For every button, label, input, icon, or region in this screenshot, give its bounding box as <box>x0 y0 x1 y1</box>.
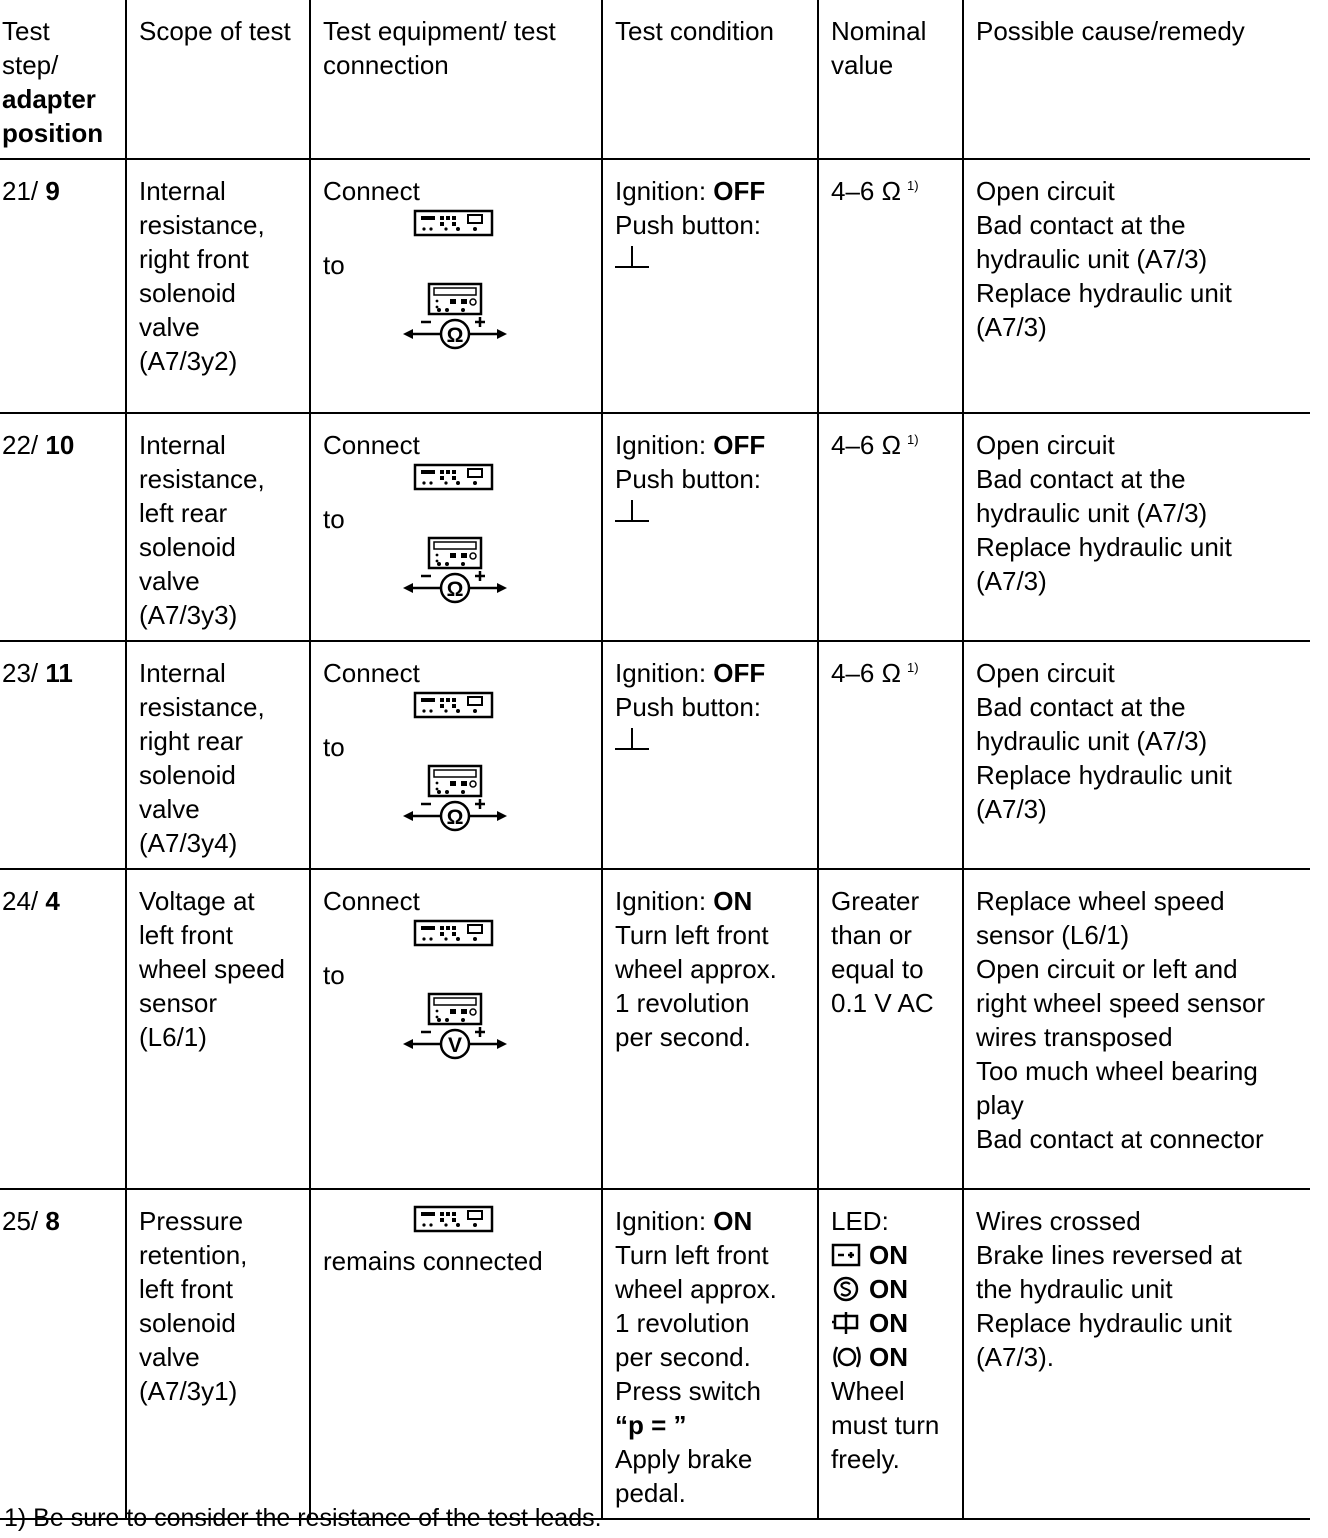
adapter-position: 9 <box>45 176 60 206</box>
ignition-label: Ignition: <box>615 658 714 688</box>
cause-cell <box>963 869 1310 1189</box>
meter-symbol: Ω <box>446 806 464 829</box>
scope-line: retention, <box>139 1240 248 1270</box>
ohmmeter-icon <box>403 536 507 604</box>
led-label: LED: <box>831 1206 889 1236</box>
ignition-line <box>615 656 807 690</box>
scope-cell <box>126 1189 310 1519</box>
test-step: 21/ <box>2 176 39 206</box>
condition-line: 1 revolution <box>615 988 750 1018</box>
abs-tester-icon <box>413 1204 495 1234</box>
scope-line: solenoid <box>139 532 236 562</box>
connect-label: Connect <box>323 176 420 206</box>
condition-cell <box>602 869 818 1189</box>
test-row <box>0 159 1310 413</box>
ignition-label: Ignition: <box>615 1206 714 1236</box>
ignition-state: OFF <box>713 176 766 206</box>
scope-cell <box>126 869 310 1189</box>
header-adapter-line: adapter <box>2 84 96 114</box>
condition-cell <box>602 641 818 869</box>
meter-icon-row <box>403 282 591 354</box>
condition-line: wheel approx. <box>615 1274 777 1304</box>
test-step: 23/ <box>2 658 39 688</box>
cause-line: (A7/3) <box>976 312 1047 342</box>
abs-tester-icon <box>413 208 495 238</box>
adapter-position: 8 <box>45 1206 60 1236</box>
push-button-label: Push button: <box>615 692 761 722</box>
cause-line: Bad contact at the <box>976 464 1186 494</box>
led-state: ON <box>869 1308 908 1338</box>
to-label: to <box>323 732 345 762</box>
scope-line: resistance, <box>139 464 265 494</box>
nominal-cell <box>818 869 963 1189</box>
test-row <box>0 869 1310 1189</box>
condition-line: Turn left front <box>615 1240 769 1270</box>
condition-line: 1 revolution <box>615 1308 750 1338</box>
led-indicator <box>831 1340 952 1374</box>
switch-label: “p = ” <box>615 1410 687 1440</box>
nominal-line: Greater <box>831 886 920 916</box>
scope-line: Internal <box>139 176 226 206</box>
meter-symbol: Ω <box>446 578 464 601</box>
adapter-position: 11 <box>45 658 73 688</box>
to-label: to <box>323 250 345 280</box>
cause-line: Bad contact at the <box>976 692 1186 722</box>
scope-cell <box>126 641 310 869</box>
ohmmeter-icon <box>403 764 507 832</box>
test-step-cell <box>0 641 126 869</box>
scope-line: wheel speed <box>139 954 285 984</box>
ohmmeter-icon <box>403 282 507 350</box>
scope-line: solenoid <box>139 278 236 308</box>
remains-connected-label: remains connected <box>323 1246 543 1276</box>
led-state: ON <box>869 1342 908 1372</box>
condition-cell <box>602 1189 818 1519</box>
cause-line: sensor (L6/1) <box>976 920 1130 950</box>
equipment-cell <box>310 869 602 1189</box>
condition-cell <box>602 159 818 413</box>
cause-cell <box>963 1189 1310 1519</box>
test-step: 25/ <box>2 1206 39 1236</box>
scope-line: Internal <box>139 658 226 688</box>
nominal-cell <box>818 1189 963 1519</box>
condition-line: per second. <box>615 1342 751 1372</box>
header-cause: Possible cause/remedy <box>963 0 1310 159</box>
condition-line: Press switch <box>615 1376 761 1406</box>
cause-line: Replace wheel speed <box>976 886 1225 916</box>
ignition-state: ON <box>713 886 753 916</box>
footnote-ref: 1) <box>907 432 919 448</box>
nominal-line: must turn <box>831 1410 940 1440</box>
tester-icon-row <box>413 208 591 248</box>
abs-tester-icon <box>413 690 495 720</box>
condition-line: Apply brake <box>615 1444 753 1474</box>
test-step-cell <box>0 869 126 1189</box>
header-equipment: Test equipment/ test connection <box>310 0 602 159</box>
ignition-line <box>615 884 807 918</box>
tester-icon-row <box>413 918 591 958</box>
nominal-line: Wheel <box>831 1376 905 1406</box>
cause-cell <box>963 641 1310 869</box>
nominal-cell <box>818 641 963 869</box>
nominal-value-text: 4–6 Ω <box>831 658 902 688</box>
circled-s-icon <box>831 1276 863 1302</box>
led-indicator <box>831 1238 952 1272</box>
cause-line: Bad contact at the <box>976 210 1186 240</box>
voltmeter-icon <box>403 992 507 1060</box>
scope-line: valve <box>139 794 200 824</box>
cause-line: the hydraulic unit <box>976 1274 1173 1304</box>
nominal-line: freely. <box>831 1444 900 1474</box>
nominal-line: equal to <box>831 954 924 984</box>
cause-line: Too much wheel bearing <box>976 1056 1258 1086</box>
header-test-step-line: step/ <box>2 50 59 80</box>
equipment-cell <box>310 641 602 869</box>
scope-line: solenoid <box>139 760 236 790</box>
ignition-line <box>615 428 807 462</box>
cause-line: hydraulic unit (A7/3) <box>976 498 1208 528</box>
nominal-cell <box>818 159 963 413</box>
cause-cell <box>963 413 1310 641</box>
ignition-state: OFF <box>713 658 766 688</box>
footnote-ref: 1) <box>907 178 919 194</box>
nominal-value <box>831 428 952 462</box>
led-state: ON <box>869 1274 908 1304</box>
cause-line: wires transposed <box>976 1022 1173 1052</box>
cause-line: play <box>976 1090 1024 1120</box>
led-indicator <box>831 1306 952 1340</box>
scope-cell <box>126 159 310 413</box>
scope-line: left front <box>139 920 233 950</box>
connect-label: Connect <box>323 886 420 916</box>
scope-line: left rear <box>139 498 228 528</box>
abs-tester-icon <box>413 462 495 492</box>
ignition-line <box>615 174 807 208</box>
cause-line: Open circuit or left and <box>976 954 1238 984</box>
scope-line: right front <box>139 244 249 274</box>
scope-line: valve <box>139 1342 200 1372</box>
push-button-label: Push button: <box>615 210 761 240</box>
nominal-value-text: 4–6 Ω <box>831 176 902 206</box>
header-scope: Scope of test <box>126 0 310 159</box>
cause-line: Bad contact at connector <box>976 1124 1264 1154</box>
ignition-label: Ignition: <box>615 176 714 206</box>
nominal-line: than or <box>831 920 912 950</box>
scope-line: valve <box>139 566 200 596</box>
cause-line: right wheel speed sensor <box>976 988 1266 1018</box>
cause-line: Wires crossed <box>976 1206 1141 1236</box>
adapter-position: 4 <box>45 886 60 916</box>
tester-icon-row <box>413 1204 591 1244</box>
scope-line: (L6/1) <box>139 1022 207 1052</box>
scope-line: (A7/3y2) <box>139 346 238 376</box>
meter-icon-row <box>403 992 591 1064</box>
battery-icon <box>831 1242 863 1268</box>
scope-line: resistance, <box>139 210 265 240</box>
cause-line: Replace hydraulic unit <box>976 532 1232 562</box>
connect-label: Connect <box>323 430 420 460</box>
test-step: 22/ <box>2 430 39 460</box>
cause-line: hydraulic unit (A7/3) <box>976 244 1208 274</box>
header-nominal: Nominal value <box>818 0 963 159</box>
scope-line: Voltage at <box>139 886 255 916</box>
equipment-cell <box>310 413 602 641</box>
test-row <box>0 413 1310 641</box>
scope-line: Internal <box>139 430 226 460</box>
cause-line: Replace hydraulic unit <box>976 278 1232 308</box>
to-label: to <box>323 960 345 990</box>
test-step-cell <box>0 1189 126 1519</box>
footnote-ref: 1) <box>907 660 919 676</box>
valve-icon <box>831 1310 863 1336</box>
nominal-value <box>831 656 952 690</box>
connect-label: Connect <box>323 658 420 688</box>
test-row <box>0 641 1310 869</box>
tester-icon-row <box>413 690 591 730</box>
cause-line: hydraulic unit (A7/3) <box>976 726 1208 756</box>
header-position-line: position <box>2 118 104 148</box>
scope-line: Pressure <box>139 1206 244 1236</box>
brake-icon <box>831 1344 863 1370</box>
led-indicator <box>831 1272 952 1306</box>
meter-icon-row <box>403 536 591 608</box>
ground-symbol-icon <box>615 242 649 270</box>
cause-line: Open circuit <box>976 658 1115 688</box>
condition-line: per second. <box>615 1022 751 1052</box>
equipment-cell <box>310 159 602 413</box>
ignition-line <box>615 1204 807 1238</box>
scope-line: (A7/3y3) <box>139 600 238 630</box>
cause-line: Replace hydraulic unit <box>976 760 1232 790</box>
scope-line: (A7/3y1) <box>139 1376 238 1406</box>
meter-symbol: V <box>447 1034 463 1057</box>
scope-line: valve <box>139 312 200 342</box>
abs-tester-icon <box>413 918 495 948</box>
header-test-step-line: Test <box>2 16 50 46</box>
nominal-cell <box>818 413 963 641</box>
cause-cell <box>963 159 1310 413</box>
scope-line: sensor <box>139 988 218 1018</box>
nominal-value-text: 4–6 Ω <box>831 430 902 460</box>
ignition-state: OFF <box>713 430 766 460</box>
ground-symbol-icon <box>615 496 649 524</box>
meter-icon-row <box>403 764 591 836</box>
scope-line: right rear <box>139 726 244 756</box>
scope-cell <box>126 413 310 641</box>
ignition-label: Ignition: <box>615 430 714 460</box>
condition-line: pedal. <box>615 1478 686 1508</box>
ignition-state: ON <box>713 1206 753 1236</box>
condition-line: wheel approx. <box>615 954 777 984</box>
cause-line: (A7/3) <box>976 566 1047 596</box>
test-step-cell <box>0 413 126 641</box>
cause-line: Open circuit <box>976 176 1115 206</box>
ignition-label: Ignition: <box>615 886 714 916</box>
cause-line: (A7/3). <box>976 1342 1055 1372</box>
scope-line: solenoid <box>139 1308 236 1338</box>
tester-icon-row <box>413 462 591 502</box>
header-row <box>0 0 1310 159</box>
header-condition: Test condition <box>602 0 818 159</box>
ground-symbol-icon <box>615 724 649 752</box>
test-step-cell <box>0 159 126 413</box>
test-step: 24/ <box>2 886 39 916</box>
footnote: 1) Be sure to consider the resistance of the test leads. <box>4 1504 602 1532</box>
test-row <box>0 1189 1310 1519</box>
nominal-value <box>831 174 952 208</box>
cause-line: Brake lines reversed at <box>976 1240 1242 1270</box>
equipment-cell <box>310 1189 602 1519</box>
header-test-step <box>0 0 126 159</box>
meter-symbol: Ω <box>446 324 464 347</box>
nominal-line: 0.1 V AC <box>831 988 934 1018</box>
condition-cell <box>602 413 818 641</box>
scope-line: left front <box>139 1274 233 1304</box>
adapter-position: 10 <box>45 430 75 460</box>
push-button-label: Push button: <box>615 464 761 494</box>
cause-line: Open circuit <box>976 430 1115 460</box>
condition-line: Turn left front <box>615 920 769 950</box>
cause-line: (A7/3) <box>976 794 1047 824</box>
to-label: to <box>323 504 345 534</box>
led-state: ON <box>869 1240 908 1270</box>
scope-line: (A7/3y4) <box>139 828 238 858</box>
cause-line: Replace hydraulic unit <box>976 1308 1232 1338</box>
scope-line: resistance, <box>139 692 265 722</box>
